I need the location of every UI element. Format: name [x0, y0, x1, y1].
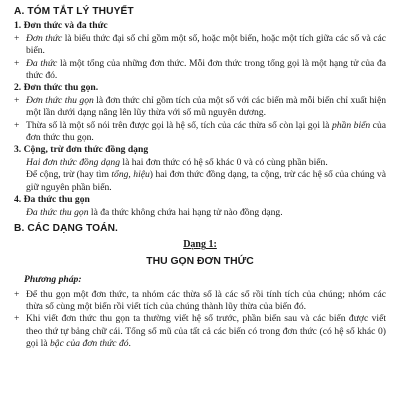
term-dong-dang: Hai đơn thức đồng dạng [26, 156, 121, 168]
method-bullet-1: + Để thu gọn một đơn thức, ta nhóm các thừa số là các số rồi tính tích của chúng; nhóm các thừa số cùng một biến rồi viết tích của chúng thành lũy thừa của biến đó. [14, 289, 386, 314]
term-tong-hieu: tổng, hiệu [111, 169, 150, 181]
term-da-thuc-thu-gon: Đa thức thu gọn [26, 206, 89, 218]
method-bullet-2 [14, 313, 386, 350]
s2-b2-start: Thừa số là một số nói trên được gọi là hệ số, tích của các thừa số còn lại gọi là [26, 119, 332, 131]
s3-para-1 [14, 157, 386, 169]
term-bac-don-thuc: bậc của đơn thức đó [49, 338, 129, 350]
s1-heading: 1. Đơn thức và đa thức [14, 20, 108, 32]
s1-bullet-2 [14, 58, 386, 83]
s4-p1-text: là đa thức không chứa hai hạng tử nào đồng dạng. [88, 206, 283, 218]
section-a-title: A. TÓM TẮT LÝ THUYẾT [14, 6, 134, 17]
s3-p1-text: là hai đơn thức có hệ số khác 0 và có cùng phần biến. [120, 156, 328, 168]
s3-p2-a: Để cộng, trừ (hay tìm [26, 169, 112, 181]
s4-heading: 4. Đa thức thu gọn [14, 194, 90, 206]
s3-heading: 3. Cộng, trừ đơn thức đồng dạng [14, 144, 149, 156]
method-label: Phương pháp: [24, 274, 82, 286]
s2-b1-text: là đơn thức chỉ gồm tích của một số với các biến mà mỗi biến chỉ xuất hiện một lần dưới dạng nâng lên lũy thừa với số mũ nguyên dương. [26, 94, 386, 119]
term-da-thuc: Đa thức [26, 57, 58, 69]
s4-para-1 [14, 207, 386, 219]
s1-b2-text: là một tổng của những đơn thức. Mỗi đơn thức trong tổng gọi là một hạng tử của đa thức đó. [26, 57, 386, 82]
s2-bullet-1 [14, 95, 386, 120]
s2-heading: 2. Đơn thức thu gọn. [14, 82, 99, 94]
term-don-thuc-thu-gon: Đơn thức thu gọn [26, 94, 94, 106]
term-don-thuc: Đơn thức [26, 32, 63, 44]
method-b2-a: Khi viết đơn thức thu gọn ta thường viết hệ số trước, phần biến sau và các biến được viết theo thứ tự bảng chữ cái. Tổng số mũ của tất cả các biến có trong đơn thức (có hệ số khác 0) gọi là [26, 313, 386, 350]
s1-b1-text: là biểu thức đại số chỉ gồm một số, hoặc một biến, hoặc một tích giữa các số và các biến. [26, 32, 387, 57]
s2-b2-end: của đơn thức thu gọn. [26, 119, 386, 144]
dang-label: Dạng 1: [183, 239, 217, 251]
term-phan-bien: phần biến [331, 119, 371, 131]
section-b-title: B. CÁC DẠNG TOÁN. [14, 222, 118, 234]
dang-title: THU GỌN ĐƠN THỨC [146, 255, 254, 267]
s3-p2-b: ) hai đơn thức đồng dạng, ta cộng, trừ các hệ số của chúng và giữ nguyên phần biến. [26, 169, 386, 193]
method-b2-end: . [128, 338, 131, 350]
s1-bullet-1 [14, 33, 386, 58]
s3-para-2 [14, 169, 386, 194]
s2-bullet-2 [14, 120, 386, 145]
